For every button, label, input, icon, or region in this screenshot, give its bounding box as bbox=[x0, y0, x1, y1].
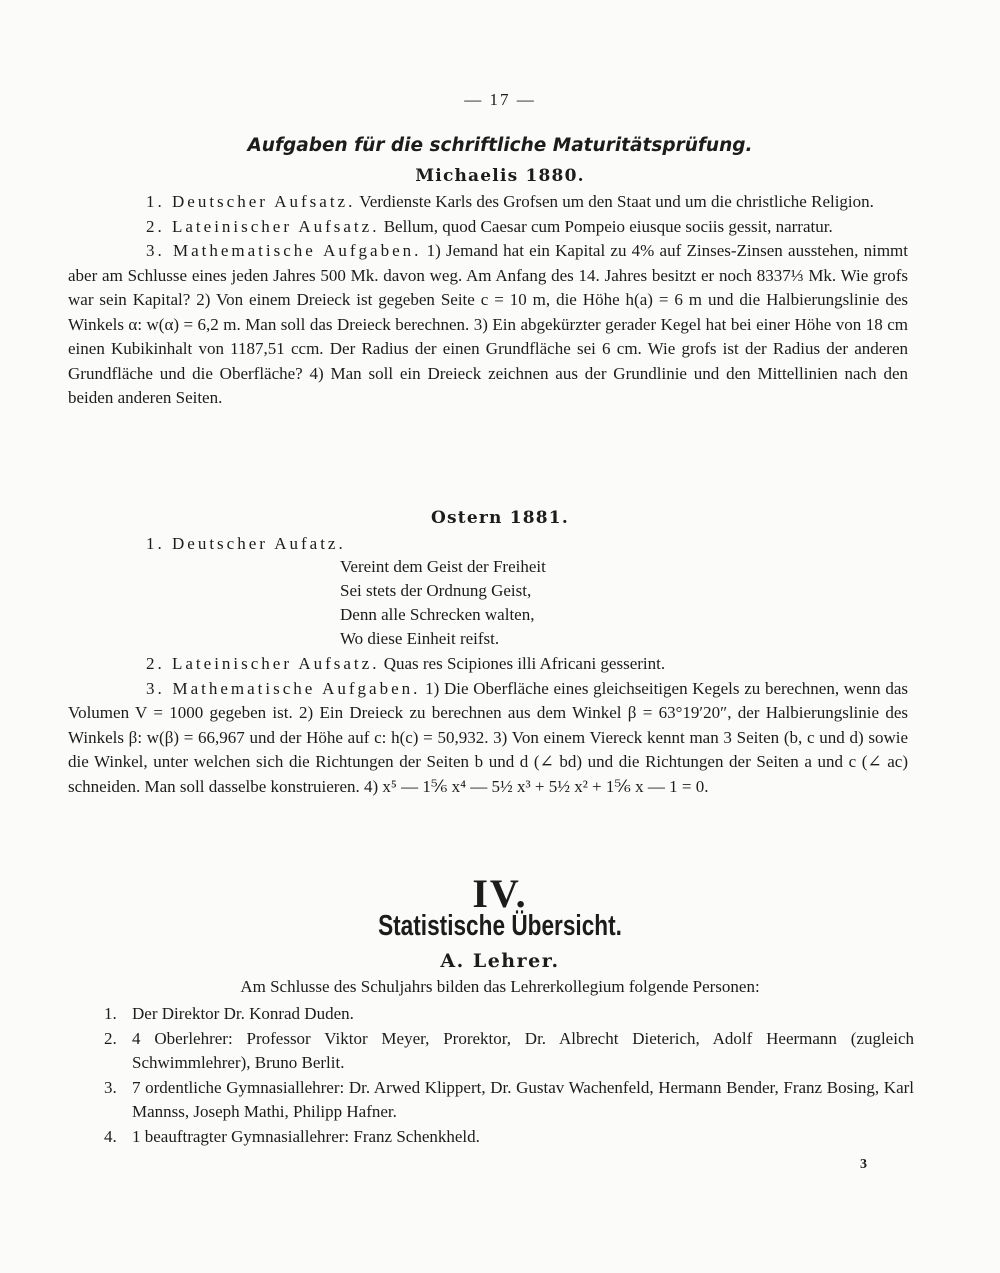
page-heading: Aufgaben für die schriftliche Maturitätsprüfung. bbox=[247, 135, 753, 156]
michaelis-item-1 bbox=[68, 190, 908, 215]
item-text: Verdienste Karls des Grofsen um den Staat und um die christliche Religion. bbox=[359, 192, 874, 211]
item-label: 2. Lateinischer Aufsatz. bbox=[146, 654, 380, 673]
item-label: 3. Mathematische Aufgaben. bbox=[146, 241, 422, 260]
list-text: Der Direktor Dr. Konrad Duden. bbox=[132, 1004, 354, 1023]
michaelis-section bbox=[68, 190, 908, 411]
poem-line: Sei stets der Ordnung Geist, bbox=[340, 581, 532, 600]
staff-list bbox=[104, 1002, 914, 1149]
list-text: 4 Oberlehrer: Professor Viktor Meyer, Prorektor, Dr. Albrecht Dieterich, Adolf Heermann (zugleich Schwimmlehrer), Bruno Berlit. bbox=[132, 1028, 914, 1072]
list-number: 1. bbox=[104, 1004, 117, 1023]
list-text: 7 ordentliche Gymnasiallehrer: Dr. Arwed Klippert, Dr. Gustav Wachenfeld, Hermann Bender, Franz Bosing, Karl Mannss, Joseph Mathi, Philipp Hafner. bbox=[132, 1077, 914, 1121]
ostern-section bbox=[68, 652, 908, 799]
session-title-michaelis: Michaelis 1880. bbox=[415, 166, 585, 186]
list-item bbox=[104, 1125, 914, 1150]
list-item bbox=[104, 1076, 914, 1125]
poem-line: Vereint dem Geist der Freiheit bbox=[340, 557, 546, 576]
item-label: 2. Lateinischer Aufsatz. bbox=[146, 216, 380, 236]
item-text: 1) Jemand hat ein Kapital zu 4% auf Zinses-Zinsen ausstehen, nimmt aber am Schlusse eines jeden Jahres 500 Mk. davon weg. Am Anfang des 14. Jahres besitzt er noch 8337⅓ Mk. Wie grofs war sein Kapital? 2) Von einem Dreieck ist gegeben Seite c = 10 m, die Höhe h(a) = 6 m und die Halbierungslinie des Winkels α: w(α) = 6,2 m. Man soll das Dreieck berechnen. 3) Ein abgekürzter gerader Kegel hat bei einer Höhe von 18 cm einen Kubikinhalt von 1187,51 ccm. Der Radius der einen Grundfläche sei 6 cm. Wie grofs ist der Radius der anderen Grundfläche und die Oberfläche? 4) Man soll ein Dreieck zeichnen aus der Grundlinie und den Mittellinien nach den beiden anderen Seiten. bbox=[68, 241, 908, 407]
poem bbox=[340, 555, 760, 651]
michaelis-item-3 bbox=[68, 239, 908, 411]
ostern-item-2 bbox=[68, 652, 908, 677]
list-item bbox=[104, 1027, 914, 1076]
signature-mark: 3 bbox=[860, 1157, 867, 1172]
item-text: Quas res Scipiones illi Africani gesserint. bbox=[383, 654, 666, 673]
list-item bbox=[104, 1002, 914, 1027]
list-number: 4. bbox=[104, 1126, 117, 1146]
list-text: 1 beauftragter Gymnasiallehrer: Franz Schenkheld. bbox=[132, 1126, 480, 1146]
poem-line: Wo diese Einheit reifst. bbox=[340, 629, 500, 648]
session-title-ostern: Ostern 1881. bbox=[431, 508, 569, 528]
item-label: 1. Deutscher Aufsatz. bbox=[146, 192, 356, 211]
item-label: 1. Deutscher Aufatz. bbox=[146, 534, 346, 553]
poem-line: Denn alle Schrecken walten, bbox=[340, 605, 535, 624]
list-number: 3. bbox=[104, 1077, 117, 1097]
section-title: Statistische Übersicht. bbox=[378, 910, 622, 942]
item-text: 1) Die Oberfläche eines gleichseitigen Kegels zu berechnen, wenn das Volumen V = 1000 gegeben ist. 2) Ein Dreieck zu berechnen aus dem Winkel β = 63°19′20″, der Halbierungslinie des Winkels β: w(β) = 66,967 und der Höhe auf c: h(c) = 50,932. 3) Von einem Viereck kennt man 3 Seiten (b, c und d) sowie die Winkel, unter welchen sich die Richtungen der Seiten b und d (∠ bd) und die Richtungen der Seiten a und c (∠ ac) schneiden. Man soll dasselbe konstruieren. 4) x⁵ — 1⅚ x⁴ — 5½ x³ + 5½ x² + 1⅚ x — 1 = 0. bbox=[68, 678, 908, 796]
subsection-title: A. Lehrer. bbox=[440, 950, 560, 972]
ostern-item-1 bbox=[68, 532, 908, 557]
page-number: — 17 — bbox=[464, 90, 536, 109]
section-number: IV. bbox=[472, 871, 528, 916]
michaelis-item-2 bbox=[68, 215, 908, 240]
section-intro: Am Schlusse des Schuljahrs bilden das Lehrerkollegium folgende Personen: bbox=[240, 977, 760, 996]
list-number: 2. bbox=[104, 1028, 117, 1048]
item-text: Bellum, quod Caesar cum Pompeio eiusque sociis gessit, narratur. bbox=[383, 216, 833, 236]
item-label: 3. Mathematische Aufgaben. bbox=[146, 678, 421, 698]
ostern-item-3 bbox=[68, 677, 908, 800]
